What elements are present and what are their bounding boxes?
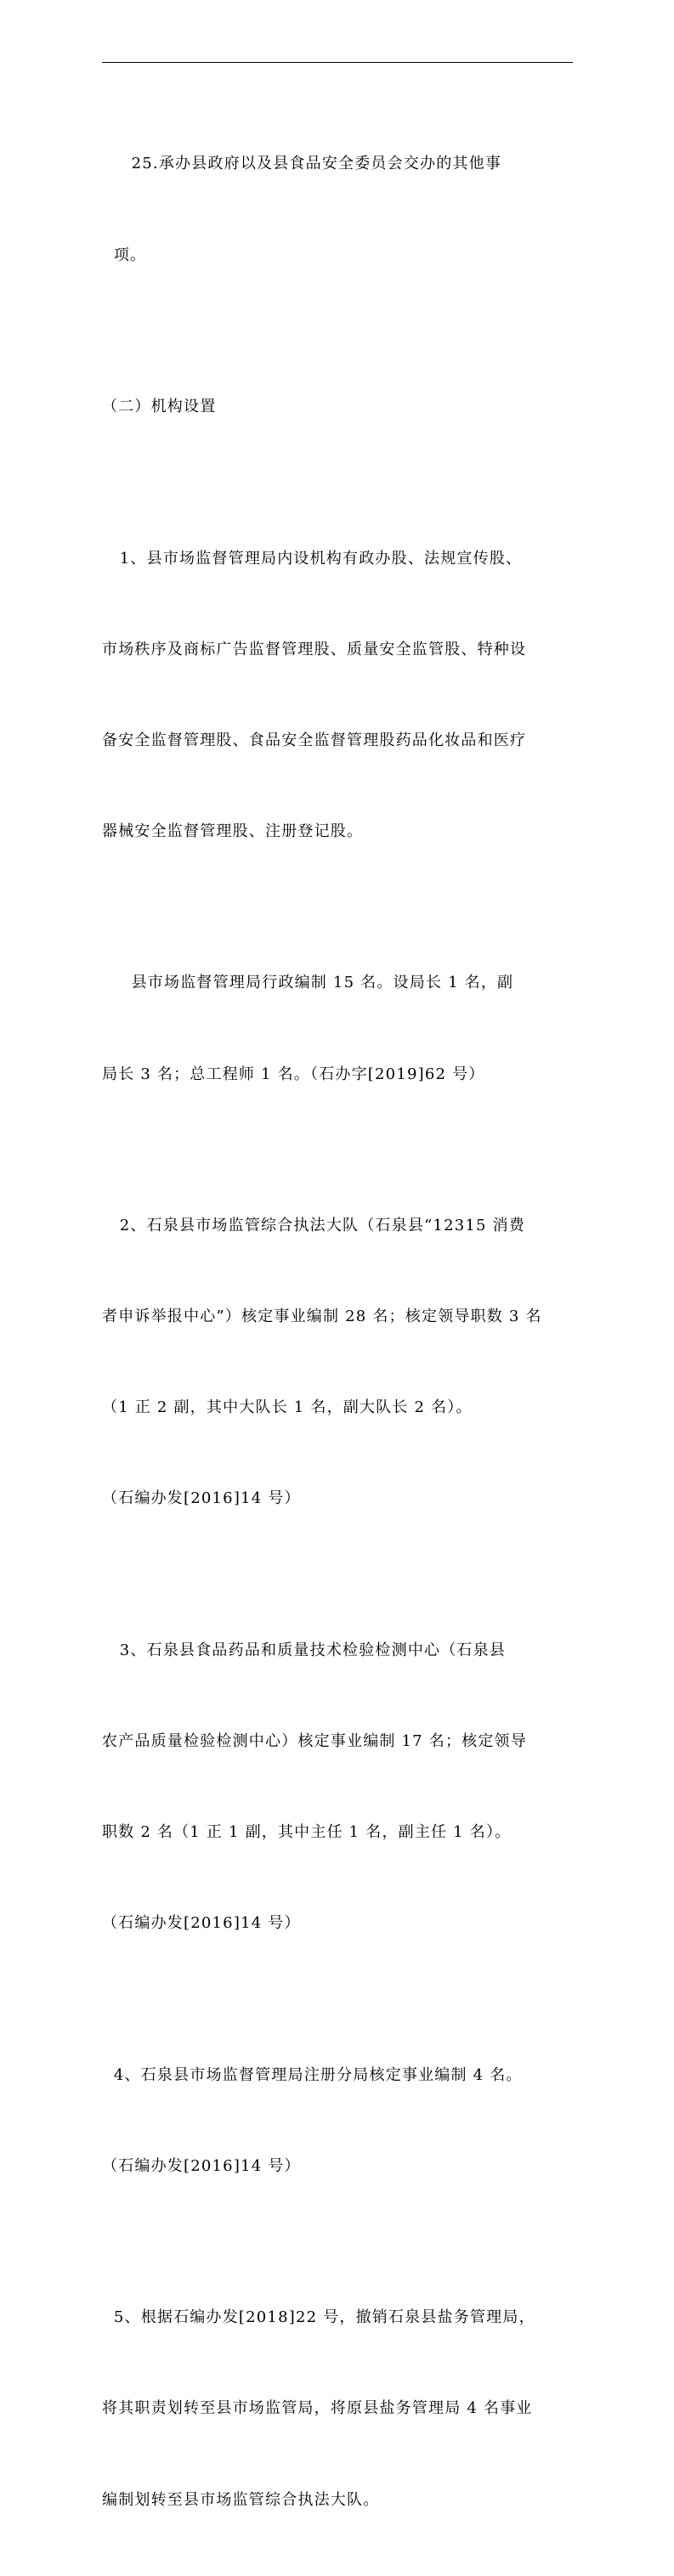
text-line: 者申诉举报中心”）核定事业编制 28 名；核定领导职数 3 名 [102,1308,542,1326]
text-line: 县市场监督管理局行政编制 15 名。设局长 1 名，副 [102,974,514,992]
text-line: （石编办发[2016]14 号） [102,1914,301,1933]
section-heading-org-setup [102,331,578,483]
text-line: 4、石泉县市场监督管理局注册分局核定事业编制 4 名。 [102,2065,523,2084]
text-line: 1、县市场监督管理局内设机构有政办股、法规宣传股、 [102,549,523,568]
text-line: 器械安全监督管理股、注册登记股。 [102,822,364,840]
text-line: （石编办发[2016]14 号） [102,1489,301,1508]
text-line: 编制划转至县市场监管综合执法大队。 [102,2490,380,2509]
text-line: （二）机构设置 [102,398,217,416]
paragraph-1 [102,483,578,907]
text-line: 市场秩序及商标广告监督管理股、质量安全监管股、特种设 [102,640,527,658]
paragraph-item-25 [102,88,578,331]
text-line: 农产品质量检验检测中心）核定事业编制 17 名；核定领导 [102,1731,527,1750]
text-line: 2、石泉县市场监管综合执法大队（石泉县“12315 消费 [102,1217,526,1235]
text-line: 备安全监督管理股、食品安全监督管理股药品化妆品和医疗 [102,731,527,749]
text-line: 局长 3 名；总工程师 1 名。（石办字[2019]62 号） [102,1065,485,1083]
header-rule [102,62,573,63]
paragraph-5 [102,2242,578,2576]
text-line: （石编办发[2016]14 号） [102,2156,301,2175]
paragraph-3 [102,1574,578,1999]
text-line: 3、石泉县食品药品和质量技术检验检测中心（石泉县 [102,1641,507,1659]
text-line: 将其职责划转至县市场监管局，将原县盐务管理局 4 名事业 [102,2399,533,2418]
document-body [102,88,578,2576]
text-line: 项。 [102,246,147,264]
text-line: （1 正 2 副，其中大队长 1 名，副大队长 2 名）。 [102,1398,473,1417]
text-line: 5、根据石编办发[2018]22 号，撤销石泉县盐务管理局， [102,2308,535,2327]
paragraph-2 [102,1150,578,1575]
paragraph-4 [102,1999,578,2242]
text-line: 25.承办县政府以及县食品安全委员会交办的其他事 [102,155,502,173]
text-line: 职数 2 名（1 正 1 副，其中主任 1 名，副主任 1 名）。 [102,1823,512,1842]
paragraph-staffing [102,907,578,1150]
